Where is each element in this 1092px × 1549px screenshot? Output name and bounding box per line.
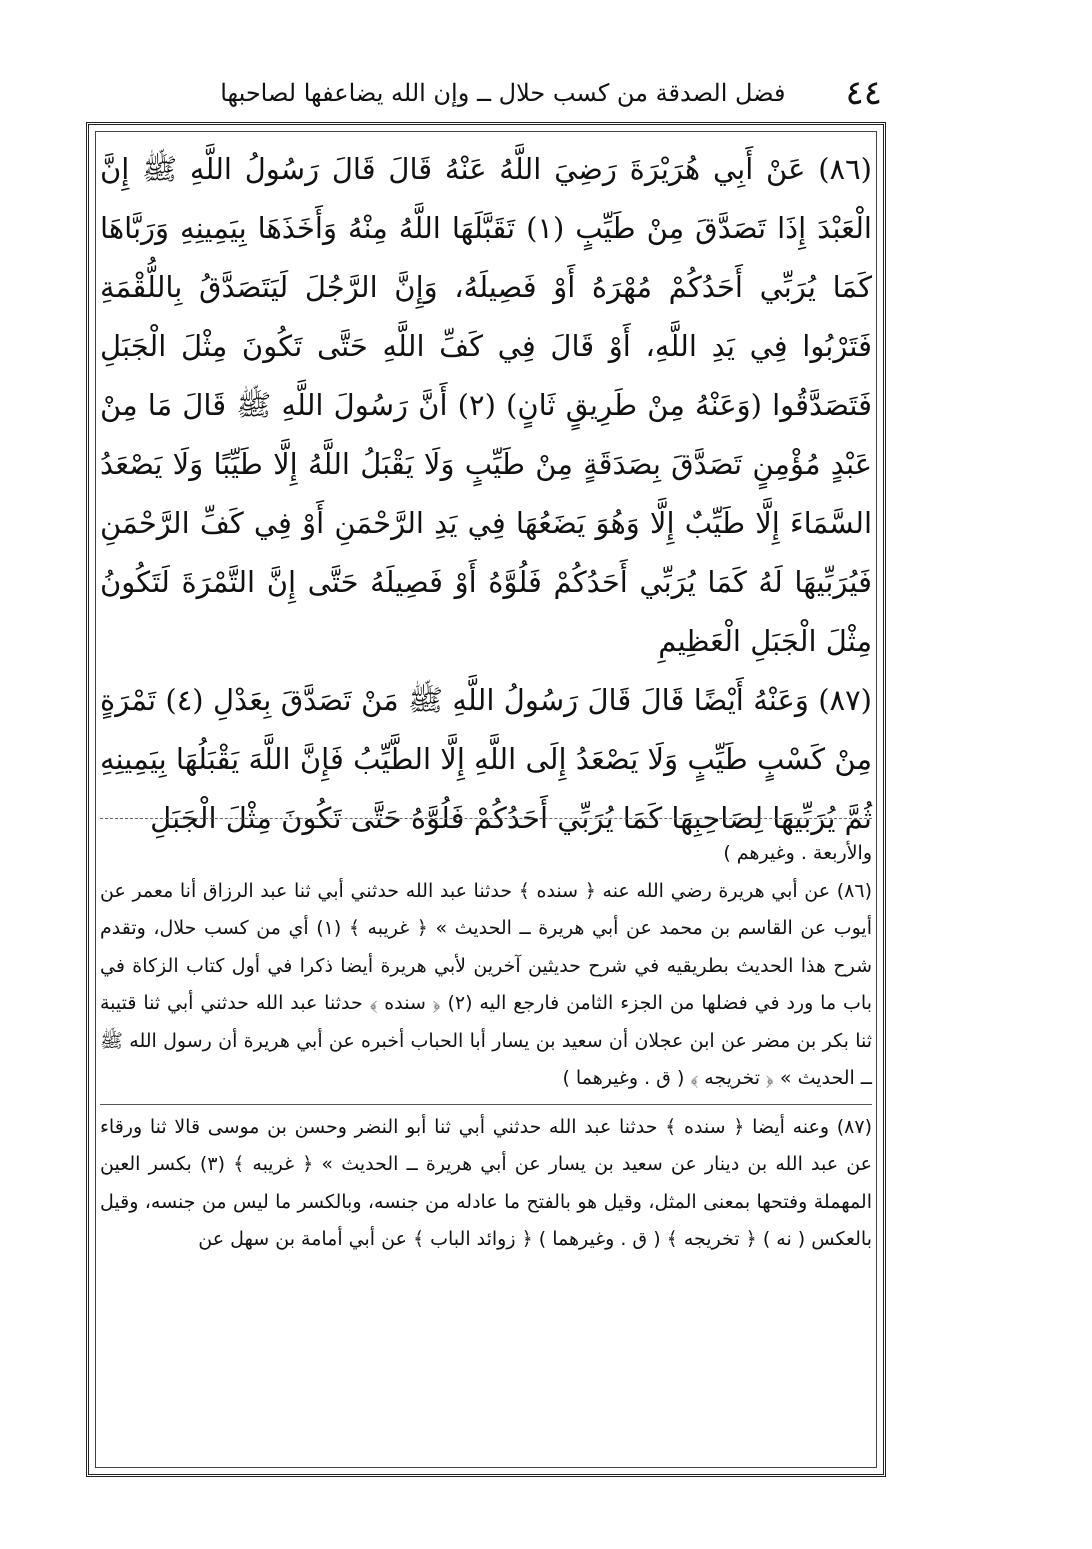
note-separator xyxy=(100,1104,872,1105)
commentary-notes xyxy=(100,835,872,1465)
text-notes-divider xyxy=(100,818,872,819)
hadith-text xyxy=(100,140,872,835)
hadith-86: (٨٦) عَنْ أَبِي هُرَيْرَةَ رَضِيَ اللَّهُ عَنْهُ قَالَ قَالَ رَسُولُ اللَّهِ ﷺ إِنَّ الْعَبْدَ إِذَا تَصَدَّقَ مِنْ طَيِّبٍ (١) تَقَبَّلَهَا اللَّهُ مِنْهُ وَأَخَذَهَا بِيَمِينِهِ وَرَبَّاهَا كَمَا يُرَبِّي أَحَدُكُمْ مُهْرَهُ أَوْ فَصِيلَهُ، وَإِنَّ الرَّجُلَ لَيَتَصَدَّقُ بِاللُّقْمَةِ فَتَرْبُوا فِي يَدِ اللَّهِ، أَوْ قَالَ فِي كَفِّ اللَّهِ حَتَّى تَكُونَ مِثْلَ الْجَبَلِ فَتَصَدَّقُوا (وَعَنْهُ مِنْ طَرِيقٍ ثَانٍ) (٢) أَنَّ رَسُولَ اللَّهِ ﷺ قَالَ مَا مِنْ عَبْدٍ مُؤْمِنٍ تَصَدَّقَ بِصَدَقَةٍ مِنْ طَيِّبٍ وَلَا يَقْبَلُ اللَّهُ إِلَّا طَيِّبًا وَلَا يَصْعَدُ السَّمَاءَ إِلَّا طَيِّبٌ إِلَّا وَهُوَ يَضَعُهَا فِي يَدِ الرَّحْمَنِ أَوْ فِي كَفِّ الرَّحْمَنِ فَيُرَبِّيهَا لَهُ كَمَا يُرَبِّي أَحَدُكُمْ فَلُوَّهُ أَوْ فَصِيلَهُ حَتَّى إِنَّ التَّمْرَةَ لَتَكُونُ مِثْلَ الْجَبَلِ الْعَظِيمِ xyxy=(100,152,872,658)
note-87: (٨٧) وعنه أيضا ﴿ سنده ﴾ حدثنا عبد الله حدثني أبي ثنا أبو النضر وحسن بن موسى قالا ثنا ورقاء عن عبد الله بن دينار عن سعيد بن يسار عن أبي هريرة ــ الحديث » ﴿ غريبه ﴾ (٣) بكسر العين المهملة وفتحها بمعنى المثل، وقيل هو بالفتح ما عادله من جنسه، وبالكسر ما ليس من جنسه، وقيل بالعكس ( نه ) ﴿ تخريجه ﴾ ( ق . وغيرهما ) ﴿ زوائد الباب ﴾ عن أبي أمامة بن سهل عن xyxy=(100,1115,872,1250)
page-header xyxy=(92,68,882,118)
hadith-87: (٨٧) وَعَنْهُ أَيْضًا قَالَ قَالَ رَسُولُ اللَّهِ ﷺ مَنْ تَصَدَّقَ بِعَدْلِ (٤) تَمْرَةٍ مِنْ كَسْبٍ طَيِّبٍ وَلَا يَصْعَدُ إِلَى اللَّهِ إِلَّا الطَّيِّبُ فَإِنَّ اللَّهَ يَقْبَلُهَا بِيَمِينِهِ ثُمَّ يُرَبِّيهَا لِصَاحِبِهَا كَمَا يُرَبِّي أَحَدُكُمْ فَلُوَّهُ حَتَّى تَكُونَ مِثْلَ الْجَبَلِ xyxy=(100,683,872,835)
page-number: ٤٤ xyxy=(845,73,882,113)
note-carryover: والأربعة . وغيرهم ) xyxy=(723,842,872,864)
note-86: (٨٦) عن أبي هريرة رضي الله عنه ﴿ سنده ﴾ حدثنا عبد الله حدثني أبي ثنا عبد الرزاق أنا معمر عن أيوب عن القاسم بن محمد عن أبي هريرة ــ الحديث » ﴿ غريبه ﴾ (١) أي من كسب حلال، وتقدم شرح هذا الحديث بطريقيه في شرح حديثين آخرين لأبي هريرة أيضا ذكرا في أول كتاب الزكاة في باب ما ورد في فضلها من الجزء الثامن فارجع اليه (٢) ﴿ سنده ﴾ حدثنا عبد الله حدثني أبي ثنا قتيبة ثنا بكر بن مضر عن ابن عجلان أن سعيد بن يسار أبا الحباب أخبره عن أبي هريرة أن رسول الله ﷺ ــ الحديث » ﴿ تخريجه ﴾ ( ق . وغيرهما ) xyxy=(100,879,872,1089)
running-title: فضل الصدقة من كسب حلال ــ وإن الله يضاعفها لصاحبها xyxy=(220,79,786,107)
